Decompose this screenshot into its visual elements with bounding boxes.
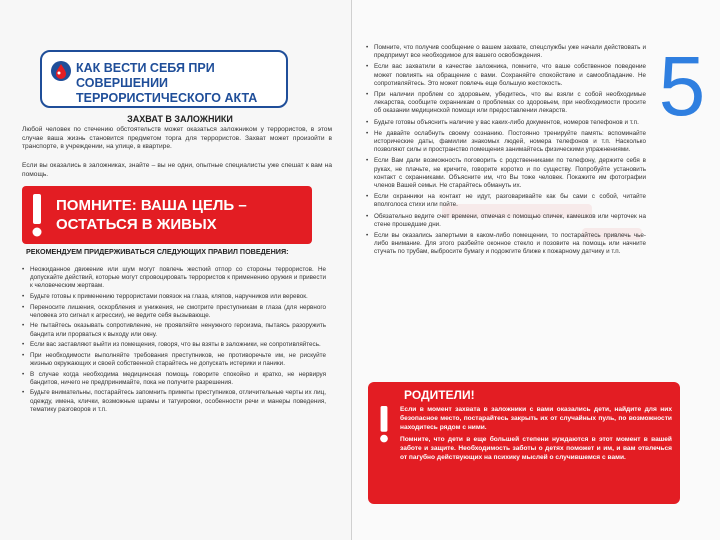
- header-badge: [40, 50, 288, 108]
- rules-list: [22, 266, 326, 416]
- right-page: [352, 0, 720, 540]
- list-item: • При наличии проблем со здоровьем, убедитесь, что вы взяли с собой необходимые лекарства, сообщите охранникам о проблемах со здоровьем, при необходимости просите об оказании медицинской помощи или предоставлении лекарств.: [366, 91, 646, 116]
- left-page: [0, 0, 352, 540]
- list-item: • Не давайте ослабнуть своему сознанию. Постоянно тренируйте память: вспоминайте исторические даты, фамилии знакомых людей, номера телефонов и т.п. Насколько позволяют силы и пространство помещения занимайтесь физическими упражнениями.: [366, 130, 646, 155]
- alert-drop-icon: [50, 60, 72, 82]
- parents-title: РОДИТЕЛИ!: [404, 388, 475, 402]
- page-number: 5: [658, 39, 706, 133]
- list-item: • Если вас заставляют выйти из помещения, говоря, что вы взяты в заложники, не сопротивляйтесь.: [22, 341, 326, 349]
- list-item: • Будьте готовы объяснить наличие у вас каких-либо документов, номеров телефонов и т.п.: [366, 119, 646, 127]
- right-rules-list: [366, 44, 646, 260]
- list-item: • Если вас захватили в качестве заложника, помните, что ваше собственное поведение может повлиять на обращение с вами. Сохраняйте спокойствие и самообладание. Не сопротивляйтесь. Это может повлечь еще большую жестокость.: [366, 63, 646, 88]
- list-item: • Помните, что получив сообщение о вашем захвате, спецслужбы уже начали действовать и предпримут все необходимое для вашего освобождения.: [366, 44, 646, 60]
- list-item: • Если охранники на контакт не идут, разговаривайте как бы сами с собой, читайте вполголоса стихи или пойте.: [366, 193, 646, 209]
- list-item: • Неожиданное движение или шум могут повлечь жесткий отпор со стороны террористов. Не допускайте действий, которые могут спровоцировать террористов к применению оружия и привести к человеческим жертвам.: [22, 266, 326, 291]
- exclamation-icon: [378, 402, 390, 446]
- recommend-title: РЕКОМЕНДУЕМ ПРИДЕРЖИВАТЬСЯ СЛЕДУЮЩИХ ПРАВИЛ ПОВЕДЕНИЯ:: [26, 247, 289, 256]
- parents-paragraph: Помните, что дети в еще большей степени нуждаются в этот момент в вашей заботе и защите. Необходимость заботы о детях поможет и им, и вам отвлечься от пагубно действующих на психику мыслей о случившемся с вами.: [400, 436, 672, 461]
- list-item: • Если вы оказались запертыми в каком-либо помещении, то постарайтесь привлечь чье-либо внимание. Для этого разбейте оконное стекло и позовите на помощь или начните стучать по трубам, выбросите бумагу и подожгите ближе к пожарному датчику и т.п.: [366, 232, 646, 257]
- list-item: • Если Вам дали возможность поговорить с родственниками по телефону, держите себя в руках, не плачьте, не кричите, говорите коротко и по существу. Попробуйте установить контакт с охранниками. Объясните им, что Вы тоже человек. Покажите им фотографии членов Вашей семьи. Не старайтесь обмануть их.: [366, 157, 646, 190]
- exclamation-icon: [30, 192, 44, 238]
- intro-paragraph-1: Любой человек по стечению обстоятельств может оказаться заложником у террористов, в этом случае ваша жизнь становится предметом торга для террористов. Захват может произойти в транспорте, в учреждении, на улице, в квартире.: [22, 126, 332, 151]
- list-item: • Будьте готовы к применению террористами повязок на глаза, кляпов, наручников или веревок.: [22, 293, 326, 301]
- parents-paragraph: Если в момент захвата в заложники с вами оказались дети, найдите для них безопасное место, постарайтесь закрыть их от случайных пуль, по возможности находитесь рядом с ними.: [400, 406, 672, 431]
- list-item: • Обязательно ведите счет времени, отмечая с помощью спичек, камешков или черточек на стене прошедшие дни.: [366, 213, 646, 229]
- list-item: • Будьте внимательны, постарайтесь запомнить приметы преступников, отличительные черты их лиц, одежду, имена, клички, возможные шрамы и татуировки, особенности речи и манеры поведения, тематику разговоров и т.п.: [22, 389, 326, 414]
- intro-paragraph-2: Если вы оказались в заложниках, знайте – вы не одни, опытные специалисты уже спешат к вам на помощь.: [22, 162, 332, 178]
- parents-box: [368, 382, 680, 504]
- list-item: • В случае когда необходима медицинская помощь говорите спокойно и кратко, не нервируя бандитов, ничего не предпринимайте, пока не получите разрешения.: [22, 371, 326, 387]
- banner-text: ПОМНИТЕ: ВАША ЦЕЛЬ – ОСТАТЬСЯ В ЖИВЫХ: [56, 197, 247, 233]
- list-item: • Не пытайтесь оказывать сопротивление, не проявляйте ненужного героизма, пытаясь разоружить бандита или прорваться к выходу или окну.: [22, 322, 326, 338]
- header-title: КАК ВЕСТИ СЕБЯ ПРИ СОВЕРШЕНИИ ТЕРРОРИСТИЧЕСКОГО АКТА: [76, 61, 258, 105]
- list-item: • При необходимости выполняйте требования преступников, не противоречьте им, не рискуйте жизнью окружающих и своей собственной старайтесь не допускать истерики и паники.: [22, 352, 326, 368]
- remember-banner: [22, 186, 312, 244]
- section-title: ЗАХВАТ В ЗАЛОЖНИКИ: [127, 114, 233, 124]
- list-item: • Переносите лишения, оскорбления и унижения, не смотрите преступникам в глаза (для нервного человека это сигнал к агрессии), не ведите себя вызывающе.: [22, 304, 326, 320]
- parents-text: [400, 406, 672, 467]
